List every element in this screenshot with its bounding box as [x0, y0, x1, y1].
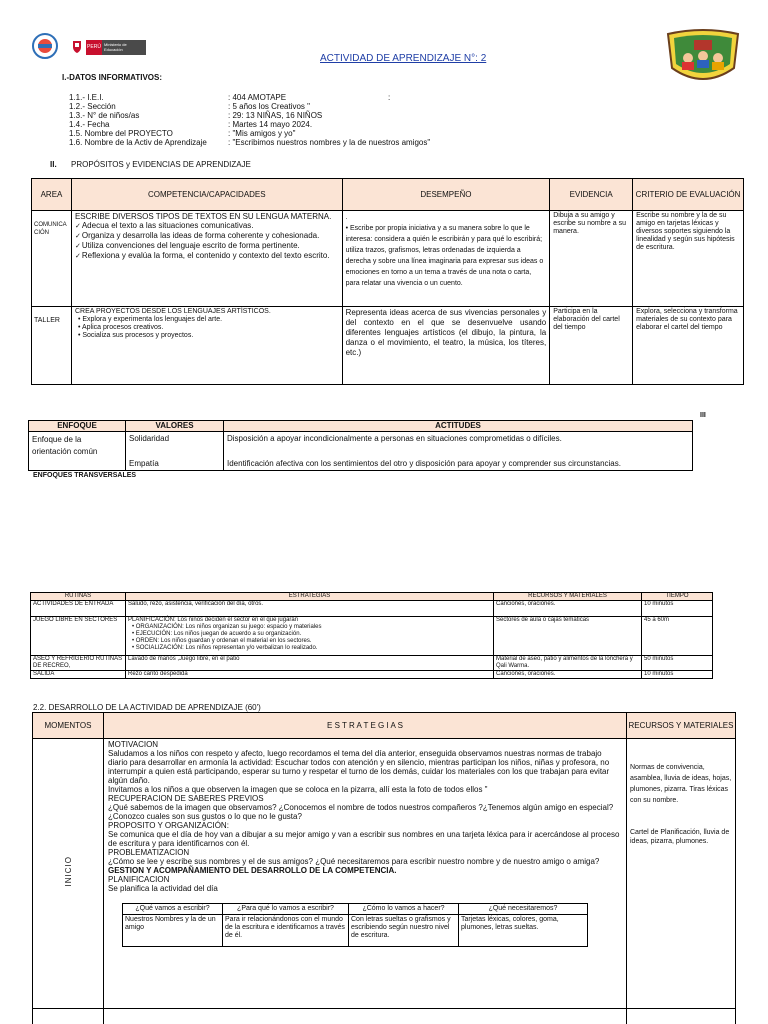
info-row: 1.4.- Fecha : Martes 14 mayo 2024. [69, 120, 313, 129]
ministry-logo [86, 40, 146, 55]
purposes-row: COMUNICACIÓN ESCRIBE DIVERSOS TIPOS DE TEXTOS EN SU LENGUA MATERNA. ✓ Adecua el texto a las situaciones comunicativas. ✓ Organiza y desarrolla las ideas de forma coherente y cohesionada. ✓ Utiliza convenciones del lenguaje escrito de forma pertinente. ✓ Reflexiona y evalúa la forma, el contenido y contexto del texto escrito. . • Escribe por propia iniciativa y a su manera sobre lo que le interesa: considera a quién le escribirán y para qué lo escribirá; utiliza trazos, grafismos, letras ordenadas de izquierda a derecha y sobre una línea imaginaria para expresar sus ideas o emociones en torno a un tema a través de una nota o carta, para relatar una vivencia o un cuento. Dibuja a su amigo y escribe su nombre a su manera. Escribe su nombre y la de su amigo en tarjetas léxicas y diversos soportes siguiendo la linealidad y según sus hipótesis de escritura. [32, 211, 744, 307]
routines-row: SALIDA Rezo canto despedida Canciones, oraciones. 10 minutos [31, 671, 713, 679]
planning-table [122, 903, 588, 947]
school-seal-logo [32, 33, 58, 59]
enfoques-row: Enfoque de la orientación común Solidaridad Empatía Disposición a apoyar incondicionalmente a personas en situaciones comprometidas o difíciles. Identificación afectiva con los sentimientos del otro y disposición para apoyar y comprender sus circunstancias. [29, 432, 693, 471]
routines-table [30, 592, 713, 679]
purposes-table [31, 178, 744, 385]
section-roman-iii: III [700, 412, 706, 419]
planning-header-row: ¿Qué vamos a escribir? ¿Para qué lo vamos a escribir? ¿Cómo lo vamos a hacer? ¿Qué necesitaremos? [123, 904, 588, 915]
development-row-next [33, 1009, 736, 1024]
kindergarten-logo [664, 28, 742, 86]
moment-inicio: INICIO [63, 855, 73, 887]
routines-row: ACTIVIDADES DE ENTRADA Saludo, rezo, asistencia, verificación del día, otros. Canciones, oraciones. 10 minutos [31, 601, 713, 617]
section-desarrollo: 2.2. DESARROLLO DE LA ACTIVIDAD DE APRENDIZAJE (60') [33, 703, 261, 712]
info-row: 1.5. Nombre del PROYECTO : "Mis amigos y yo" [69, 129, 296, 138]
development-header-row: MOMENTOS E S T R A T E G I A S RECURSOS Y MATERIALES [33, 713, 736, 739]
development-table [32, 712, 736, 1024]
enfoques-table [28, 420, 693, 471]
routines-row: ASEO Y REFRIGERIO RUTINAS DE RECREO, Lavado de manos ,Juego libre, en el patio Material de aseo, patio y alimentos de la lonchera y Qali Warma. 50 minutos [31, 656, 713, 671]
development-row-inicio: INICIO MOTIVACION Saludamos a los niños con respeto y afecto, luego recordamos el tema del día anterior, enseguida observamos nuestras normas de trabajo diario para desarrollar en armonía la actividad: Escuchar todos con atención y en silencio, mientras participan los niños, niñas y profesora, no interrumpir a quien está participando, esperar su turno y respetar el turno de los demás, cuidar los materiales con los que trabajan para evitar algún daño. Invitamos a los niños a que observen la imagen que se coloca en la pizarra, allí esta la foto de todos ellos " RECUPERACION DE SABERES PREVIOS ¿Qué sabemos de la imagen que observamos? ¿Conocemos el nombre de todos nuestros compañeros ?¿Tenemos algún amigo en especial? ¿Conozco cuales son sus gustos o lo que no le gusta? PROPOSITO Y ORGANIZACIÓN: Se comunica que el día de hoy van a dibujar a su mejor amigo y van a escribir sus nombres en una tarjeta léxica para ir acercándose al proceso de escritura y para identificarnos con él. PROBLEMATIZACION ¿Cómo se lee y escribe sus nombres y el de sus amigos? ¿Qué necesitaremos para escribir nuestro nombre y de nuestro amigo o amiga? GESTION Y ACOMPAÑAMIENTO DEL DESARROLLO DE LA COMPETENCIA. PLANIFICACION Se planifica la actividad del día ¿Qué vamos a escribir? ¿Para qué lo vamos a escribir? ¿Cómo lo vamos a hacer? ¿Qué necesitaremos? Nuestros Nombres y la de un amigo Para ir relacionándonos con el mundo de la escritura e identificarnos a través de él. Con letras sueltas o grafismos y escribiendo según nuestro nivel de escritura. Tarjetas léxicas, colores, goma, plumones, letras sueltas. Normas de convivencia, asamblea, lluvia de ideas, hojas, plumones, pizarra. Tiras léxicas con su nombre. Cartel de Planificación, lluvia de ideas, pizarra, plumones. [33, 739, 736, 1009]
info-row: 1.3.- N° de niños/as : 29: 13 NIÑAS, 16 NIÑOS [69, 111, 323, 120]
ministry-label: Ministerio de Educación [102, 40, 146, 55]
routines-header-row: RUTINAS ESTRATEGIAS RECURSOS Y MATERIALES TIEMPO [31, 593, 713, 601]
section-datos-informativos: I.-DATOS INFORMATIVOS: [62, 73, 162, 82]
purposes-row: TALLER CREA PROYECTOS DESDE LOS LENGUAJES ARTÍSTICOS. • Explora y experimenta los lenguajes del arte. • Aplica procesos creativos. • Socializa sus procesos y proyectos. Representa ideas acerca de sus vivencias personales y del contexto en el que se desenvuelve usando diferentes lenguajes artísticos (el dibujo, la pintura, la danza o el movimiento, el teatro, la música, los títeres, etc.) Participa en la elaboración del cartel del tiempo Explora, selecciona y transforma materiales de su contexto para elaborar el cartel del tiempo [32, 307, 744, 385]
peru-shield-icon [72, 40, 82, 53]
planning-row: Nuestros Nombres y la de un amigo Para ir relacionándonos con el mundo de la escritura e identificarnos a través de él. Con letras sueltas o grafismos y escribiendo según nuestro nivel de escritura. Tarjetas léxicas, colores, goma, plumones, letras sueltas. [123, 915, 588, 947]
info-list [69, 93, 430, 147]
document-title: ACTIVIDAD DE APRENDIZAJE N°: 2 [320, 53, 487, 64]
info-row: 1.6. Nombre de la Activ de Aprendizaje : "Escribimos nuestros nombres y la de nuestros amigos" [69, 138, 431, 147]
purposes-header-row: AREA COMPETENCIA/CAPACIDADES DESEMPEÑO EVIDENCIA CRITERIO DE EVALUACIÓN [32, 179, 744, 211]
info-row: 1.2.- Sección : 5 años los Creativos " [69, 102, 310, 111]
routines-row: JUEGO LIBRE EN SECTORES PLANIFICACIÓN: Los niños deciden el sector en el que jugarán • ORGANIZACIÓN: Los niños organizan su juego: espacio y materiales • EJECUCIÓN: Los niños juegan de acuerdo a su organización. • ORDEN: Los niños guardan y ordenan el material en los sectores. • SOCIALIZACIÓN: Los niños representan y/o verbalizan lo realizado. Sectores de aula o cajas temáticas 45 a 60m [31, 617, 713, 656]
enfoques-header-row: ENFOQUE VALORES ACTITUDES [29, 421, 693, 432]
enfoques-transversales-label: ENFOQUES TRANSVERSALES [33, 472, 137, 479]
peru-label: PERÚ [86, 40, 102, 55]
section-propositos: II. PROPÓSITOS y EVIDENCIAS DE APRENDIZAJE [50, 160, 251, 169]
info-row: 1.1.- I.E.I. : 404 AMOTAPE : [69, 93, 391, 102]
